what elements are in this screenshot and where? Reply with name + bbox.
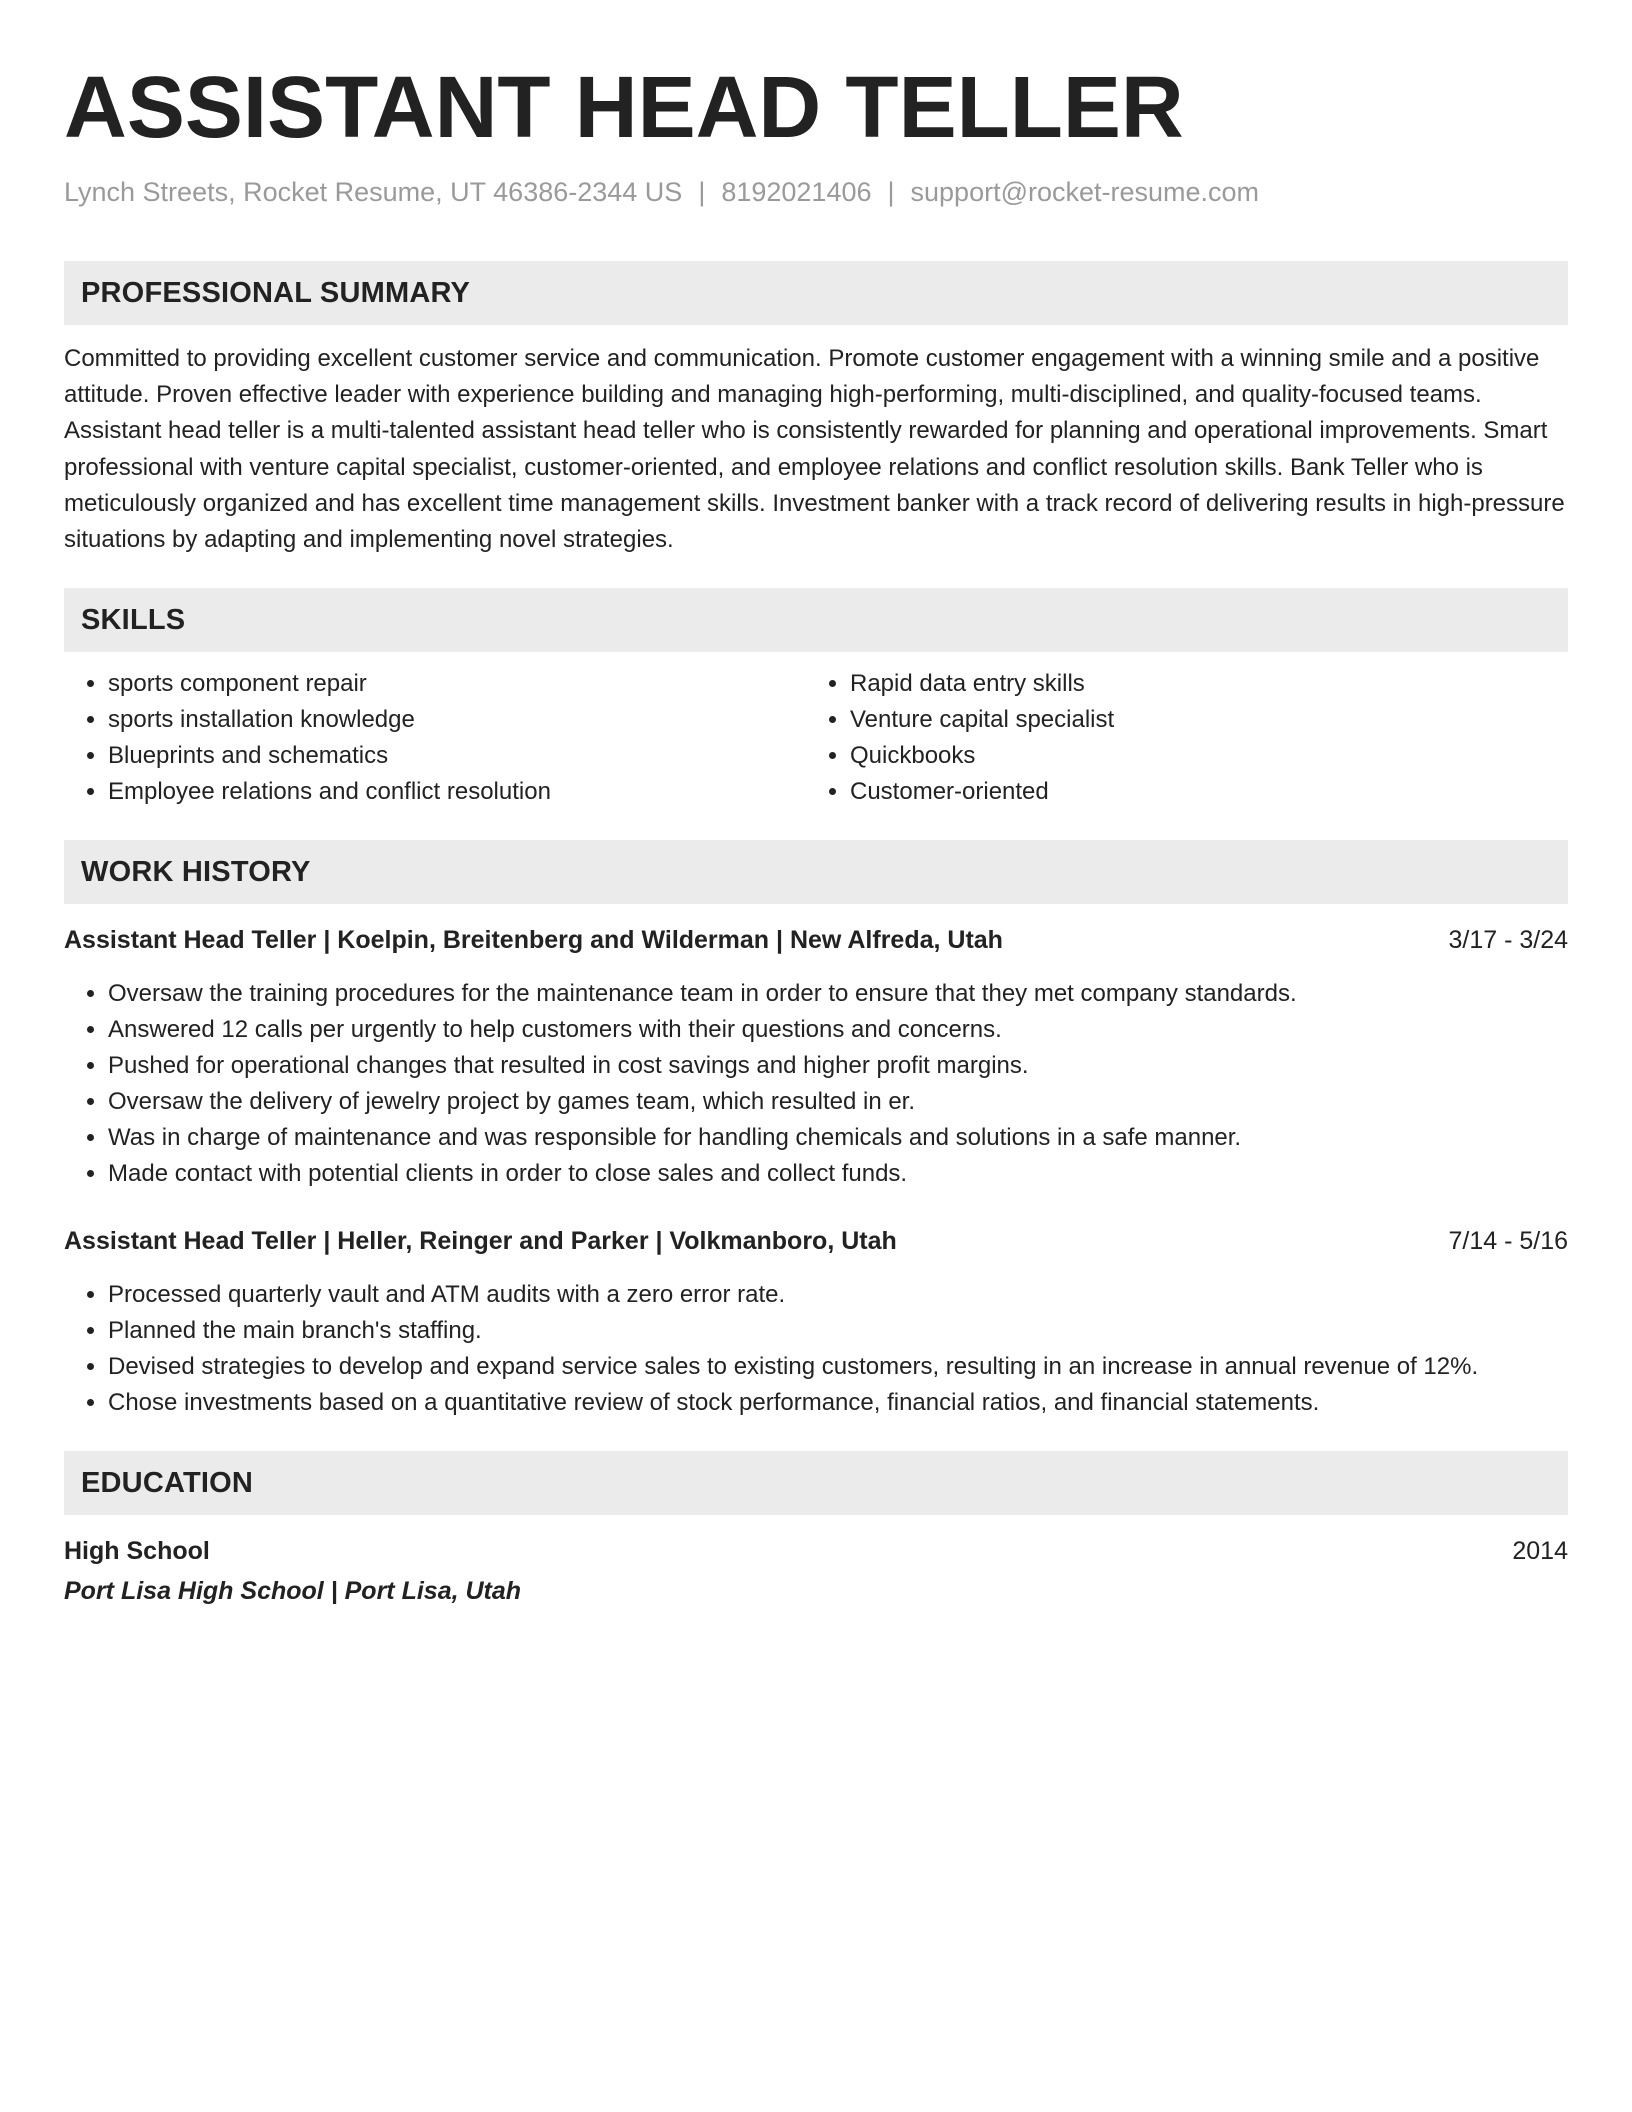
skill-item: • Quickbooks <box>850 738 1566 774</box>
education-degree: High School <box>64 1537 210 1566</box>
job-header <box>64 922 1568 958</box>
skill-item: • Rapid data entry skills <box>850 666 1566 702</box>
job-entry <box>64 922 1568 1192</box>
skills-heading: SKILLS <box>64 588 1568 652</box>
summary-text: Committed to providing excellent customer service and communication. Promote customer engagement with a winning smile and a positive attitude. Proven effective leader with experience building and managing high-performing, multi-disciplined, and quality-focused teams. Assistant head teller is a multi-talented assistant head teller who is consistently rewarded for planning and operational improvements. Smart professional with venture capital specialist, customer-oriented, and employee relations and conflict resolution skills. Bank Teller who is meticulously organized and has excellent time management skills. Investment banker with a track record of delivering results in high-pressure situations by adapting and implementing novel strategies. <box>64 345 1565 554</box>
skill-item: • sports installation knowledge <box>108 702 806 738</box>
duty-item: • Oversaw the delivery of jewelry project by games team, which resulted in er. <box>108 1084 1568 1120</box>
contact-separator: | <box>698 177 706 207</box>
education-school: Port Lisa High School | Port Lisa, Utah <box>64 1577 522 1606</box>
duty-item: • Devised strategies to develop and expand service sales to existing customers, resulting in an increase in annual revenue of 12%. <box>108 1349 1568 1385</box>
education-header <box>64 1533 1568 1569</box>
duty-item: • Planned the main branch's staffing. <box>108 1313 1568 1349</box>
job-dates: 3/17 - 3/24 <box>1448 926 1568 955</box>
duty-item: • Answered 12 calls per urgently to help customers with their questions and concerns. <box>108 1012 1568 1048</box>
duty-item: • Pushed for operational changes that resulted in cost savings and higher profit margins. <box>108 1048 1568 1084</box>
contact-line <box>64 174 1568 210</box>
job-entry <box>64 1223 1568 1421</box>
education-year: 2014 <box>1512 1537 1568 1566</box>
skill-item: • Venture capital specialist <box>850 702 1566 738</box>
job-header <box>64 1223 1568 1259</box>
contact-email: support@rocket-resume.com <box>910 177 1260 207</box>
work-history-heading: WORK HISTORY <box>64 840 1568 904</box>
job-duties <box>64 1277 1568 1421</box>
skill-item: • sports component repair <box>108 666 806 702</box>
job-title: Assistant Head Teller | Heller, Reinger and Parker | Volkmanboro, Utah <box>64 1227 897 1256</box>
education-entry <box>64 1533 1568 1609</box>
job-dates: 7/14 - 5/16 <box>1448 1227 1568 1256</box>
resume-title: ASSISTANT HEAD TELLER <box>64 59 1184 156</box>
duty-item: • Was in charge of maintenance and was responsible for handling chemicals and solutions in a safe manner. <box>108 1120 1568 1156</box>
contact-separator: | <box>887 177 895 207</box>
job-title: Assistant Head Teller | Koelpin, Breitenberg and Wilderman | New Alfreda, Utah <box>64 926 1003 955</box>
skill-item: • Blueprints and schematics <box>108 738 806 774</box>
skills-list <box>64 666 1568 810</box>
summary-heading: PROFESSIONAL SUMMARY <box>64 261 1568 325</box>
contact-address: Lynch Streets, Rocket Resume, UT 46386-2344 US <box>64 177 683 207</box>
skills-column-right <box>806 666 1566 810</box>
duty-item: • Processed quarterly vault and ATM audits with a zero error rate. <box>108 1277 1568 1313</box>
skill-item: • Customer-oriented <box>850 774 1566 810</box>
duty-item: • Chose investments based on a quantitative review of stock performance, financial ratios, and financial statements. <box>108 1385 1568 1421</box>
duty-item: • Made contact with potential clients in order to close sales and collect funds. <box>108 1156 1568 1192</box>
education-heading: EDUCATION <box>64 1451 1568 1515</box>
contact-phone: 8192021406 <box>721 177 872 207</box>
job-duties <box>64 976 1568 1192</box>
duty-item: • Oversaw the training procedures for the maintenance team in order to ensure that they met company standards. <box>108 976 1568 1012</box>
skill-item: • Employee relations and conflict resolution <box>108 774 806 810</box>
skills-column-left <box>64 666 806 810</box>
